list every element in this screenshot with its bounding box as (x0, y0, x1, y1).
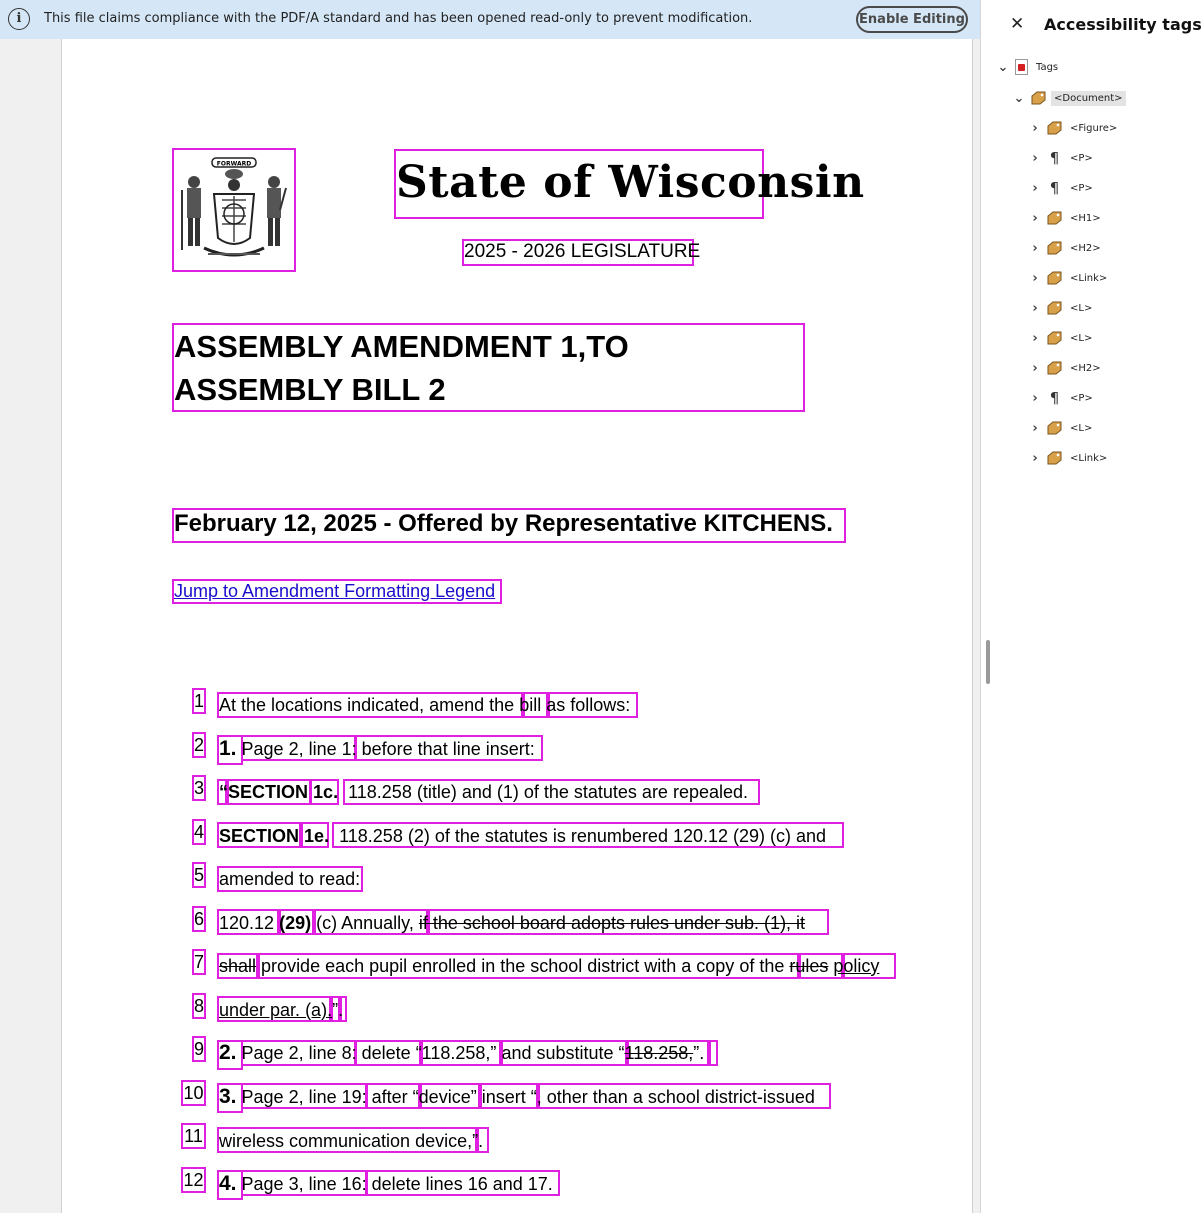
info-icon: i (8, 8, 30, 30)
amendment-line-7 (219, 955, 879, 977)
tree-label: <Figure> (1070, 122, 1118, 134)
tree-label: <H1> (1070, 212, 1101, 224)
text-span: . (324, 826, 330, 846)
tree-label: <L> (1070, 302, 1093, 314)
tag-icon (1047, 331, 1062, 345)
text-span: ”. (472, 1131, 484, 1151)
text-span: : after (361, 1087, 408, 1107)
tree-label: <H2> (1070, 362, 1101, 374)
line-number: 3 (193, 778, 204, 798)
amendment-line-3 (219, 781, 748, 803)
tag-icon (1047, 121, 1062, 135)
info-message: This file claims compliance with the PDF/A standard and has been opened read-only to prevent modification. (44, 11, 753, 26)
text-span: wireless communication device, (219, 1131, 473, 1151)
text-span: ”. (693, 1043, 705, 1063)
section-number: 1e (304, 826, 325, 846)
inserted-text: policy (833, 956, 880, 976)
tree-item-p[interactable] (1027, 176, 1096, 200)
text-span: as follows: (546, 695, 631, 715)
line-number: 8 (193, 996, 204, 1016)
section-number: 1c (313, 782, 334, 802)
amendment-line-10 (219, 1086, 815, 1108)
line-number: 5 (193, 865, 204, 885)
text-span: “ (618, 1043, 625, 1063)
tag-icon (1047, 301, 1062, 315)
enable-editing-button[interactable]: Enable Editing (856, 6, 968, 33)
tree-item-l[interactable] (1027, 416, 1095, 440)
accessibility-tags-panel (980, 0, 1202, 1213)
tree-item-document[interactable] (1011, 86, 1126, 110)
text-span: insert (481, 1087, 526, 1107)
text-span: 118.258 (title) and (1) of the statutes are repealed. (348, 782, 749, 802)
chevron-right-icon[interactable]: › (1032, 300, 1038, 316)
tree-label: Tags (1036, 61, 1059, 73)
tree-item-p[interactable] (1027, 146, 1096, 170)
chevron-right-icon[interactable]: › (1032, 150, 1038, 166)
deleted-text: if the school board adopts rules under sub. (1), it (418, 913, 806, 933)
tag-icon (1047, 421, 1062, 435)
section-label: SECTION (219, 826, 300, 846)
pdf-file-icon (1015, 59, 1028, 75)
tree-item-link[interactable] (1027, 446, 1110, 470)
text-span: and substitute (501, 1043, 614, 1063)
tree-item-h2[interactable] (1027, 356, 1104, 380)
line-number: 9 (193, 1039, 204, 1059)
tag-icon (1047, 361, 1062, 375)
legislature-label: 2025 - 2026 LEGISLATURE (464, 241, 701, 262)
svg-text:FORWARD: FORWARD (216, 160, 252, 168)
amendment-line-12 (219, 1173, 553, 1195)
span-tag-box (709, 1040, 718, 1066)
text-span: , other than a school district-issued (536, 1087, 815, 1107)
tree-item-link[interactable] (1027, 266, 1110, 290)
tree-item-p[interactable] (1027, 386, 1096, 410)
line-number: 1 (193, 691, 204, 711)
text-span: (c) Annually, (316, 913, 414, 933)
line-number: 12 (183, 1170, 204, 1190)
text-span: “ (530, 1087, 537, 1107)
inserted-text: . (327, 1000, 333, 1020)
text-span: Page 2, line 19 (241, 1087, 362, 1107)
text-span: ” (470, 1087, 477, 1107)
chevron-right-icon[interactable]: › (1032, 450, 1038, 466)
chevron-right-icon[interactable]: › (1032, 120, 1038, 136)
tag-icon (1047, 451, 1062, 465)
text-span: “118.258, (415, 1043, 491, 1063)
chevron-down-icon[interactable]: ⌄ (997, 59, 1009, 75)
text-span: bill (519, 695, 542, 715)
paragraph-icon: ¶ (1049, 179, 1060, 197)
tag-icon (1031, 91, 1046, 105)
amendment-line-8 (219, 999, 343, 1021)
state-title: State of Wisconsin (396, 157, 865, 208)
tree-item-l[interactable] (1027, 296, 1095, 320)
tag-icon (1047, 241, 1062, 255)
paragraph-icon: ¶ (1049, 149, 1060, 167)
tree-item-h2[interactable] (1027, 236, 1104, 260)
text-span: ”. (332, 1000, 344, 1020)
amendment-line-6 (219, 912, 805, 934)
tree-item-tags[interactable] (995, 55, 1061, 79)
panel-resize-handle[interactable] (986, 640, 990, 684)
tree-label: <Link> (1070, 272, 1108, 284)
tree-label: <P> (1070, 152, 1093, 164)
tree-label: <P> (1070, 392, 1093, 404)
amendment-line-2 (219, 738, 535, 760)
line-number: 2 (193, 735, 204, 755)
amendment-line-11 (219, 1130, 483, 1152)
text-span: : delete (351, 1043, 411, 1063)
text-span: amended to read: (219, 869, 361, 889)
readonly-info-bar (0, 0, 980, 39)
document-left-gutter (0, 39, 62, 1213)
tree-label: <P> (1070, 182, 1093, 194)
line-number: 6 (193, 909, 204, 929)
deleted-text: rules (789, 956, 829, 976)
text-span: At the locations indicated, amend the (219, 695, 515, 715)
line-number: 10 (183, 1083, 204, 1103)
amendment-line-4 (219, 825, 826, 847)
wisconsin-seal-image (174, 150, 294, 270)
chevron-right-icon[interactable]: › (1032, 360, 1038, 376)
close-icon[interactable]: ✕ (1010, 14, 1025, 34)
tree-label: <L> (1070, 422, 1093, 434)
tag-icon (1047, 211, 1062, 225)
line-number: 7 (193, 952, 204, 972)
text-span: device (418, 1087, 471, 1107)
text-span: (29) (279, 913, 312, 933)
jump-to-legend-link[interactable]: Jump to Amendment Formatting Legend (174, 581, 496, 601)
tree-label: <H2> (1070, 242, 1101, 254)
chevron-right-icon[interactable]: › (1032, 390, 1038, 406)
line-number: 11 (184, 1126, 203, 1146)
item-number: 2. (219, 1041, 237, 1064)
chevron-down-icon[interactable]: ⌄ (1013, 90, 1025, 106)
tag-icon (1047, 271, 1062, 285)
text-span: : before that line insert: (351, 739, 535, 759)
amendment-title: ASSEMBLY AMENDMENT 1,TO ASSEMBLY BILL 2 (174, 329, 629, 407)
text-span: 120.12 (219, 913, 275, 933)
tree-item-l[interactable] (1027, 326, 1095, 350)
panel-title: Accessibility tags (1044, 15, 1202, 34)
text-span: : delete lines 16 and 17. (361, 1174, 553, 1194)
text-span: . (333, 782, 339, 802)
item-number: 4. (219, 1172, 237, 1195)
chevron-right-icon[interactable]: › (1032, 180, 1038, 196)
text-span: Page 2, line 8 (241, 1043, 352, 1063)
text-span: 118.258 (2) of the statutes is renumbered 120.12 (29) (c) and (339, 826, 827, 846)
amendment-line-9 (219, 1042, 704, 1064)
tree-label: <L> (1070, 332, 1093, 344)
item-number: 1. (219, 737, 237, 760)
text-span: Page 2, line 1 (241, 739, 352, 759)
item-number: 3. (219, 1085, 237, 1108)
paragraph-icon: ¶ (1049, 389, 1060, 407)
tree-item-h1[interactable] (1027, 206, 1104, 230)
text-span: provide each pupil enrolled in the school district with a copy of the (261, 956, 785, 976)
inserted-text: under par. (a) (219, 1000, 328, 1020)
tree-label: <Document> (1051, 91, 1126, 106)
amendment-line-1 (219, 694, 630, 716)
tree-label: <Link> (1070, 452, 1108, 464)
line-number: 4 (193, 822, 204, 842)
text-span: Page 3, line 16 (241, 1174, 362, 1194)
chevron-right-icon[interactable]: › (1032, 330, 1038, 346)
amendment-line-5 (219, 868, 360, 890)
text-span: ” (490, 1043, 497, 1063)
section-label: SECTION (228, 782, 309, 802)
text-span: “ (219, 782, 228, 802)
chevron-right-icon[interactable]: › (1032, 420, 1038, 436)
chevron-right-icon[interactable]: › (1032, 210, 1038, 226)
tree-item-figure[interactable] (1027, 116, 1120, 140)
chevron-right-icon[interactable]: › (1032, 270, 1038, 286)
offered-by-line: February 12, 2025 - Offered by Representative KITCHENS. (174, 510, 833, 537)
deleted-text: shall (219, 956, 257, 976)
deleted-text: 118.258, (624, 1043, 694, 1063)
document-right-gutter (972, 39, 980, 1213)
text-span: “ (412, 1087, 419, 1107)
chevron-right-icon[interactable]: › (1032, 240, 1038, 256)
